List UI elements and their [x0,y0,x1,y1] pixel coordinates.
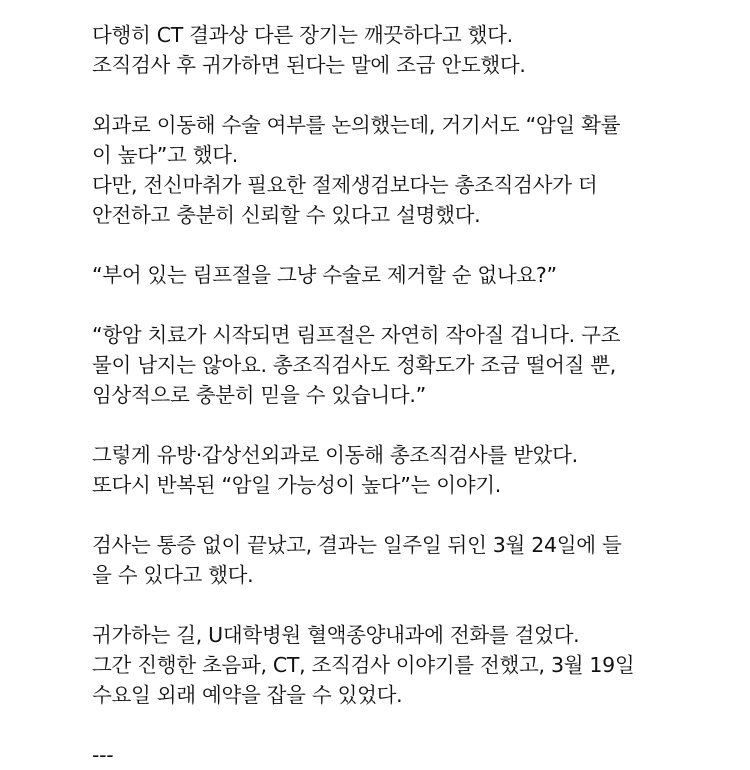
text-line: 외과로 이동해 수술 여부를 논의했는데, 거기서도 “암일 확률 [92,113,621,137]
text-line: 이 높다”고 했다. [92,143,238,167]
text-line: 안전하고 충분히 신뢰할 수 있다고 설명했다. [92,203,481,227]
text-line: 귀가하는 길, U대학병원 혈액종양내과에 전화를 걸었다. [92,623,580,647]
text-line: 또다시 반복된 “암일 가능성이 높다”는 이야기. [92,473,501,497]
text-line: 그렇게 유방·갑상선외과로 이동해 총조직검사를 받았다. [92,443,578,467]
paragraph-doctor-answer [92,320,722,410]
paragraph-results-date [92,530,722,590]
text-line: “부어 있는 림프절을 그냥 수술로 제거할 순 없나요?” [92,263,557,287]
section-separator: --- [92,743,114,767]
paragraph-surgery-discussion [92,110,722,230]
paragraph-biopsy [92,440,722,500]
text-line: 수요일 외래 예약을 잡을 수 있었다. [92,683,403,707]
paragraph-appointment [92,620,722,710]
text-line: 조직검사 후 귀가하면 된다는 말에 조금 안도했다. [92,53,526,77]
text-line: 임상적으로 충분히 믿을 수 있습니다.” [92,383,426,407]
text-line: “항암 치료가 시작되면 림프절은 자연히 작아질 겁니다. 구조 [92,323,621,347]
text-line: 을 수 있다고 했다. [92,563,254,587]
text-line: 검사는 통증 없이 끝났고, 결과는 일주일 뒤인 3월 24일에 들 [92,533,622,557]
paragraph-ct-result [92,20,722,80]
text-line: 다행히 CT 결과상 다른 장기는 깨끗하다고 했다. [92,23,513,47]
paragraph-question [92,260,722,290]
text-line: 다만, 전신마취가 필요한 절제생검보다는 총조직검사가 더 [92,173,598,197]
document-body [92,20,722,770]
text-line: 그간 진행한 초음파, CT, 조직검사 이야기를 전했고, 3월 19일 [92,653,635,677]
text-line: 물이 남지는 않아요. 총조직검사도 정확도가 조금 떨어질 뿐, [92,353,617,377]
